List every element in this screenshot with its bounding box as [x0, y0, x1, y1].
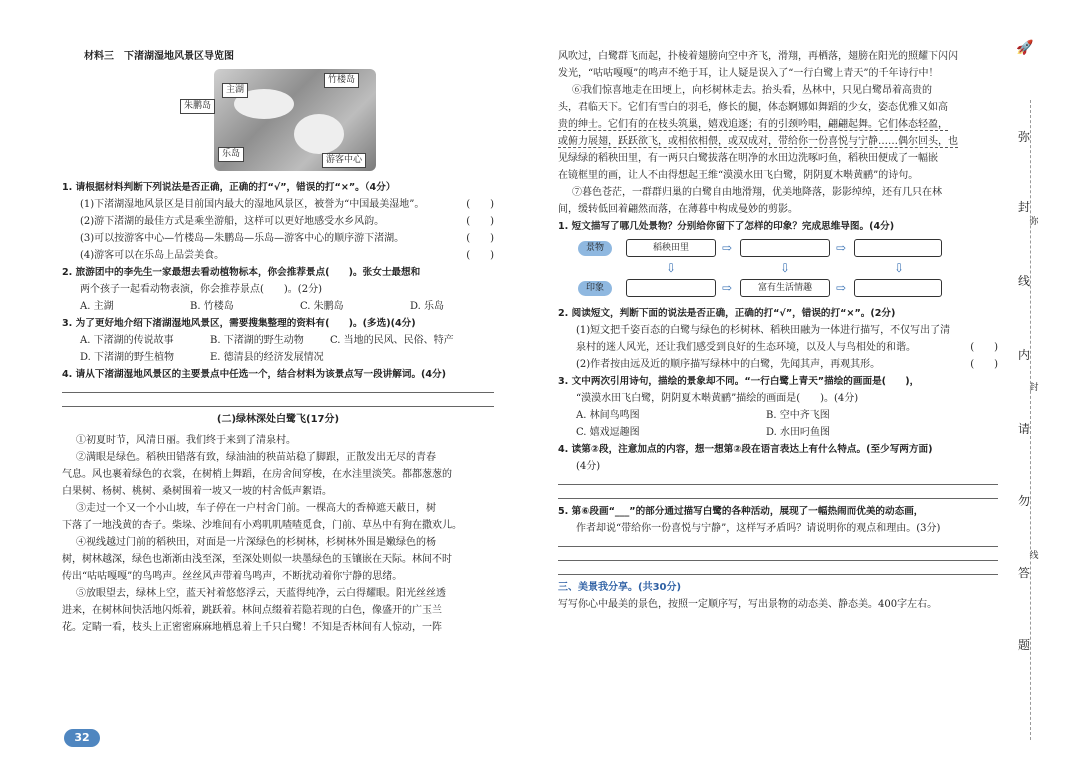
side-char: 请 — [1017, 422, 1030, 436]
paragraph-4-line: 传出“咕咕嘎嘎”的鸟鸣声。丝丝风声带着鸟鸣声，不断扰动着你宁静的思绪。 — [62, 571, 403, 582]
right-question-3-cont: “漠漠水田飞白鹭，阴阴夏木啭黄鹂”描绘的画面是( )。(4分) — [576, 393, 859, 404]
paragraph-5-cont: 风吹过，白鹭群飞而起，扑棱着翅膀向空中齐飞，滑翔，再栖落，翅膀在阳光的照耀下闪闪 — [558, 51, 958, 62]
seal-char: 弥 — [1029, 217, 1039, 227]
question-2: 2. 旅游团中的李先生一家最想去看动植物标本，你会推荐景点( )。张女士最想和 — [62, 267, 421, 278]
question-2-cont: 两个孩子一起看动物表演，你会推荐景点( )。(2分) — [80, 284, 322, 295]
seal-char: 线 — [1029, 551, 1039, 561]
q1-item-text: (4)游客可以在乐岛上品尝美食。 — [80, 250, 225, 261]
paragraph-5-line: 花。定睛一看，枝头上正密密麻麻地栖息着上千只白鹭！不知是否林间有人惊动，一阵 — [62, 622, 442, 633]
side-char: 题 — [1017, 638, 1030, 652]
side-char: 线 — [1017, 274, 1030, 288]
answer-line[interactable] — [558, 565, 998, 575]
right-question-4: 4. 读第②段，注意加点的内容，想一想第②段在语言表达上有什么特点。(至少写两方面) — [558, 444, 933, 455]
arrow-right-icon: ⇨ — [836, 281, 847, 295]
question-4: 4. 请从下渚湖湿地风景区的主要景点中任选一个，结合材料为该景点写一段讲解词。(4分) — [62, 369, 447, 380]
map-label: 竹楼岛 — [324, 73, 359, 88]
left-column — [62, 48, 494, 636]
answer-paren[interactable]: ( ) — [970, 342, 998, 353]
map-label: 乐岛 — [218, 147, 244, 162]
rq2-item-text: (2)作者按由远及近的顺序描写绿林中的白鹭，先闻其声，再观其形。 — [576, 359, 881, 370]
scenic-map — [184, 69, 376, 171]
q1-item — [62, 247, 494, 264]
option[interactable]: A. 主湖 — [80, 301, 114, 312]
mind-map-box: 稻秧田里 — [626, 239, 716, 257]
paragraph-7-line: ⑦暮色苍茫，一群群归巢的白鹭自由地滑翔，优美地降落，影影绰绰，还有几只在林 — [572, 187, 942, 198]
paragraph-3-line: 下落了一地浅黄的杏子。柴垛、沙堆间有小鸡叽叽喳喳觅食，门前、草丛中有狗在撒欢儿。 — [62, 520, 462, 531]
paragraph-6-line — [558, 116, 998, 133]
paragraph-2-line: 气息。风也裹着绿色的衣裳，在树梢上舞蹈，在房舍间穿梭，在水洼里淡笑。都都葱葱的 — [62, 469, 452, 480]
q1-item — [62, 230, 494, 247]
option[interactable]: C. 当地的民风、民俗、特产 — [330, 335, 454, 346]
option[interactable]: A. 林间鸟鸣图 — [576, 410, 640, 421]
arrow-down-icon: ⇩ — [894, 261, 905, 275]
q1-item-text: (1)下渚湖湿地风景区是目前国内最大的湿地风景区，被誉为“中国最美湿地”。 — [80, 199, 425, 210]
arrow-right-icon: ⇨ — [722, 241, 733, 255]
option[interactable]: C. 朱鹏岛 — [300, 301, 344, 312]
q1-item — [62, 213, 494, 230]
answer-paren[interactable]: ( ) — [466, 216, 494, 227]
arrow-down-icon: ⇩ — [666, 261, 677, 275]
side-char: 答 — [1017, 566, 1030, 580]
underlined-text: 或俯力展翅，跃跃欲飞，或相依相偎，或双成对，带给你一份喜悦与宁静……偶尔回头，也 — [558, 136, 958, 147]
side-char: 内 — [1017, 348, 1030, 362]
underlined-text: 贵的绅士。它们有的在枝头筑巢，嬉戏追逐；有的引颈吟唱，翩翩起舞。它们体态轻盈， — [558, 119, 948, 130]
paragraph-6-line: ⑥我们惊喜地走在田埂上，向杉树林走去。抬头看，丛林中，只见白鹭昂着高贵的 — [572, 85, 932, 96]
answer-paren[interactable]: ( ) — [466, 233, 494, 244]
answer-line[interactable] — [558, 489, 998, 499]
paragraph-3-line: ③走过一个又一个小山坡，车子停在一户村舍门前。一棵高大的香樟遮天蔽日，树 — [76, 503, 436, 514]
mind-map-box-empty[interactable] — [854, 239, 942, 257]
q2-options — [62, 298, 494, 315]
mind-map-box-empty[interactable] — [740, 239, 830, 257]
side-char: 封 — [1017, 200, 1030, 214]
rq2-item: (1)短文把千姿百态的白鹭与绿色的杉树林、稻秧田融为一体进行描写，不仅写出了清 — [576, 325, 951, 336]
arrow-down-icon: ⇩ — [780, 261, 791, 275]
mind-map-box: 富有生活情趣 — [740, 279, 830, 297]
right-question-5-cont: 作者却说“带给你一份喜悦与宁静”，这样写矛盾吗？请说明你的观点和理由。(3分) — [576, 523, 941, 534]
paragraph-6-line: 见绿绿的稻秧田里，有一两只白鹭拔落在明净的水田边洗啄叼鱼，稻秧田便成了一幅嵌 — [558, 153, 938, 164]
rq2-item — [558, 339, 998, 356]
right-column — [558, 48, 998, 613]
paragraph-6-line: 在镜框里的画，让人不由得想起王维“漠漠水田飞白鹭，阴阴夏木啭黄鹂”的诗句。 — [558, 170, 919, 181]
mind-map-box-empty[interactable] — [626, 279, 716, 297]
answer-line[interactable] — [62, 383, 494, 393]
option[interactable]: B. 下渚湖的野生动物 — [210, 335, 304, 346]
answer-line[interactable] — [558, 475, 998, 485]
paragraph-5-line: ⑤放眼望去，绿林上空，蓝天衬着悠悠浮云，天蓝得纯净，云白得耀眼。阳光丝丝透 — [76, 588, 446, 599]
mind-map — [576, 239, 998, 299]
right-question-3: 3. 文中两次引用诗句，描绘的景象却不同。“一行白鹭上青天”描绘的画面是( )， — [558, 376, 920, 387]
mind-map-tag: 印象 — [578, 281, 612, 296]
paragraph-2-line: 白果树、杨树、桃树、桑树围着一坡又一坡的村舍低声絮语。 — [62, 486, 332, 497]
right-question-5: 5. 第⑥段画“___”的部分通过描写白鹭的各种活动，展现了一幅热闹而优美的动态画， — [558, 506, 924, 517]
right-question-2: 2. 阅读短文，判断下面的说法是否正确，正确的打“√”，错误的打“×”。(2分) — [558, 308, 896, 319]
mind-map-box-empty[interactable] — [854, 279, 942, 297]
option[interactable]: B. 竹楼岛 — [190, 301, 234, 312]
q1-item — [62, 196, 494, 213]
section-3-prompt: 写写你心中最美的景色，按照一定顺序写，写出景物的动态美、静态美。400字左右。 — [558, 599, 938, 610]
paragraph-6-line — [558, 133, 998, 150]
q3-options — [62, 349, 494, 366]
answer-paren[interactable]: ( ) — [970, 359, 998, 370]
rq3-options — [558, 424, 998, 441]
map-label: 朱鹏岛 — [180, 99, 215, 114]
map-label: 游客中心 — [322, 153, 366, 168]
map-label: 主湖 — [222, 83, 248, 98]
answer-line[interactable] — [62, 397, 494, 407]
section-3-title: 三、美景我分享。(共30分) — [558, 582, 682, 593]
side-char: 弥 — [1017, 130, 1030, 144]
answer-line[interactable] — [558, 551, 998, 561]
q3-options — [62, 332, 494, 349]
question-3: 3. 为了更好地介绍下渚湖湿地风景区，需要搜集整理的资料有( )。(多选)(4分) — [62, 318, 416, 329]
answer-paren[interactable]: ( ) — [466, 250, 494, 261]
paragraph-5-cont: 发光，“咕咕嘎嘎”的鸣声不绝于耳，让人疑是误入了“一行白鹭上青天”的千年诗行中！ — [558, 68, 939, 79]
option[interactable]: E. 德清县的经济发展情况 — [210, 352, 324, 363]
option[interactable]: D. 水田叼鱼图 — [766, 427, 831, 438]
rq3-options — [558, 407, 998, 424]
answer-line[interactable] — [558, 537, 998, 547]
paragraph-4-line: 树，树林越深，绿色也渐渐由浅至深，至深处则似一块墨绿色的玉镶嵌在天际。林间不时 — [62, 554, 452, 565]
paragraph-1: ①初夏时节，风清日丽。我们终于来到了清泉村。 — [76, 435, 296, 446]
seal-char: 封 — [1029, 383, 1039, 393]
right-question-4-cont: (4分) — [576, 461, 601, 472]
material-title: 材料三 下渚湖湿地风景区导览图 — [84, 51, 234, 62]
option[interactable]: D. 乐岛 — [410, 301, 445, 312]
answer-paren[interactable]: ( ) — [466, 199, 494, 210]
page-number: 32 — [64, 729, 100, 747]
paragraph-5-line: 进来，在树林间快活地闪烁着，跳跃着。林间点缀着若隐若现的白色，像盛开的广玉兰 — [62, 605, 442, 616]
q1-item-text: (2)游下渚湖的最佳方式是乘坐游船，这样可以更好地感受水乡风韵。 — [80, 216, 385, 227]
mind-map-tag: 景物 — [578, 241, 612, 256]
seal-line — [1030, 100, 1031, 740]
option[interactable]: A. 下渚湖的传说故事 — [80, 335, 174, 346]
option[interactable]: D. 下渚湖的野生植物 — [80, 352, 175, 363]
paragraph-6-line: 头，君临天下。它们有雪白的羽毛，修长的腿，体态婀娜如舞蹈的少女，姿态优雅又如高 — [558, 102, 948, 113]
arrow-right-icon: ⇨ — [722, 281, 733, 295]
rq2-item-text: 泉村的迷人风光，还让我们感受到良好的生态环境，以及人与鸟相处的和谐。 — [576, 342, 916, 353]
map-lake — [294, 114, 344, 154]
question-1: 1. 请根据材料判断下列说法是否正确，正确的打“√”，错误的打“×”。（4分） — [62, 182, 396, 193]
rocket-icon: 🚀 — [1016, 40, 1034, 56]
right-question-1: 1. 短文描写了哪几处景物？分别给你留下了怎样的印象？完成思维导图。(4分) — [558, 221, 895, 232]
side-char: 勿 — [1017, 494, 1030, 508]
paragraph-2-line: ②满眼是绿色。稻秧田错落有致，绿油油的秧苗站稳了脚跟，正散发出无尽的青春 — [76, 452, 436, 463]
option[interactable]: B. 空中齐飞图 — [766, 410, 830, 421]
option[interactable]: C. 嬉戏逗趣图 — [576, 427, 640, 438]
section-2-title: (二)绿林深处白鹭飞(17分) — [216, 414, 340, 425]
q1-item-text: (3)可以按游客中心—竹楼岛—朱鹏岛—乐岛—游客中心的顺序游下渚湖。 — [80, 233, 405, 244]
paragraph-7-line: 间，缓转低回着翩然而落，在薄暮中构成曼妙的剪影。 — [558, 204, 798, 215]
paragraph-4-line: ④视线越过门前的稻秧田，对面是一片深绿色的杉树林，杉树林外围是嫩绿色的杨 — [76, 537, 436, 548]
arrow-right-icon: ⇨ — [836, 241, 847, 255]
rq2-item — [558, 356, 998, 373]
